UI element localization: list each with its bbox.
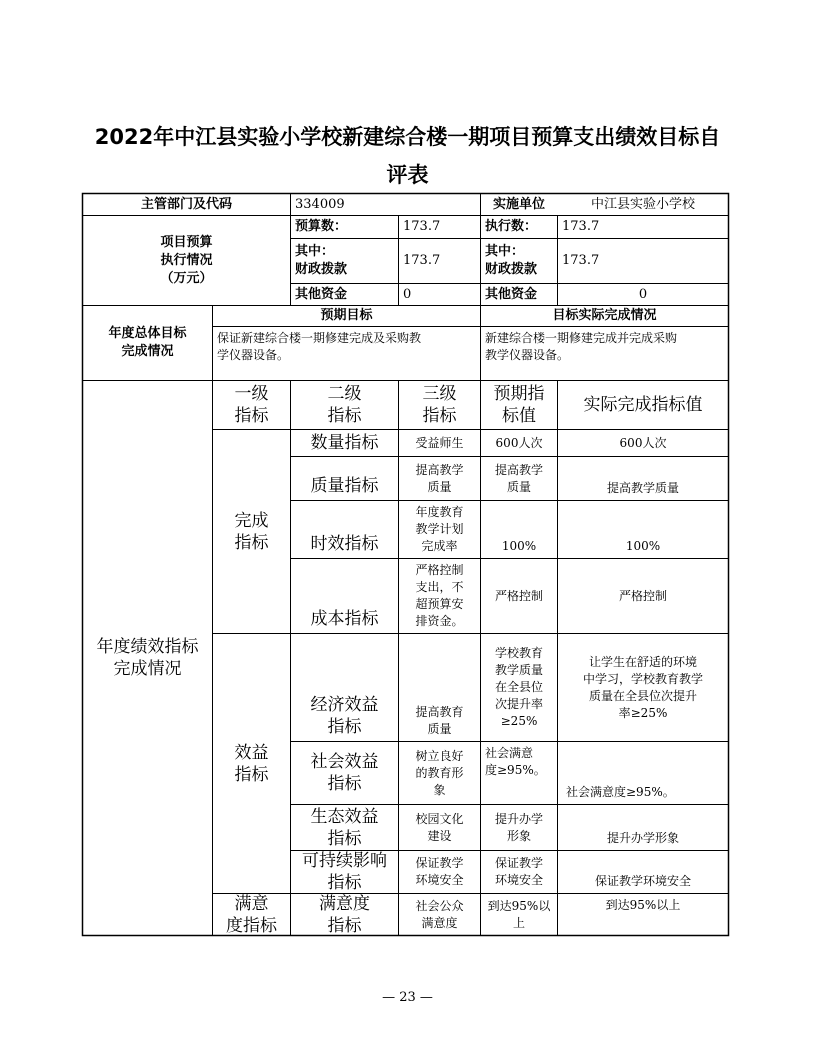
row-0-lvl3: 受益师生 (415, 435, 464, 450)
expected-goal-text: 保证新建综合楼一期修建完成及采购教 学仪器设备。 (217, 331, 422, 362)
document-title-line2: 评表 (386, 163, 429, 187)
expected-goal-label: 预期目标 (320, 308, 373, 323)
row-1-lvl2: 质量指标 (310, 476, 379, 496)
header-lvl1: 一级 指标 (234, 384, 269, 426)
row-7-lvl3: 保证教学 环境安全 (415, 856, 464, 887)
row-3-lvl3: 严格控制 支出，不 超预算安 排资金。 (415, 563, 464, 628)
group-satisfaction: 满意 度指标 (226, 894, 277, 935)
header-lvl2: 二级 指标 (327, 384, 362, 426)
row-4-lvl3: 提高教育 质量 (415, 705, 464, 736)
impl-unit: 中江县实验小学校 (590, 196, 695, 212)
row-4-actual: 让学生在舒适的环境 中学习，学校教育教学 质量在全县位次提升 率≥25% (582, 654, 703, 720)
row-6-expected: 提升办学 形象 (494, 811, 543, 843)
header-expected: 预期指 标值 (493, 384, 545, 426)
row-2-expected: 100% (501, 539, 537, 553)
impl-label: 实施单位 (492, 196, 545, 212)
dept-label: 主管部门及代码 (140, 196, 232, 212)
row-8-expected: 到达95%以 上 (487, 898, 551, 930)
page-number: — 23 — (382, 990, 433, 1005)
row-8-lvl3: 社会公众 满意度 (415, 898, 464, 930)
row-0-lvl2: 数量指标 (310, 433, 379, 453)
row-5-actual: 社会满意度≥95%。 (566, 785, 675, 799)
row-4-lvl2: 经济效益 指标 (310, 695, 379, 737)
row-3-actual: 严格控制 (618, 588, 667, 603)
row-5-lvl2: 社会效益 指标 (310, 752, 379, 794)
budget-label: 项目预算 执行情况 （万元） (160, 234, 213, 286)
perf-label: 年度绩效指标 完成情况 (96, 637, 199, 679)
overall-label: 年度总体目标 完成情况 (108, 326, 187, 359)
row-1-lvl3: 提高教学 质量 (415, 462, 464, 494)
fiscal-label-right: 其中： 财政拨款 (485, 244, 538, 277)
row-4-expected: 学校教育 教学质量 在全县位 次提升率 ≥25% (494, 646, 543, 728)
header-actual: 实际完成指标值 (583, 395, 703, 415)
row-1-actual: 提高教学质量 (606, 481, 679, 495)
row-0-expected: 600人次 (495, 435, 543, 450)
row-0-actual: 600人次 (619, 435, 667, 450)
actual-goal-text: 新建综合楼一期修建完成并完成采购 教学仪器设备。 (485, 331, 678, 362)
fiscal-right: 173.7 (562, 253, 600, 268)
row-3-expected: 严格控制 (494, 588, 543, 603)
group-completion: 完成 指标 (234, 510, 269, 553)
exec-num: 173.7 (562, 219, 600, 234)
row-1-expected: 提高教学 质量 (494, 462, 543, 494)
row-7-lvl2: 可持续影响 指标 (302, 851, 387, 893)
budget-num: 173.7 (403, 219, 441, 234)
row-2-lvl2: 时效指标 (310, 534, 379, 554)
row-6-lvl2: 生态效益 指标 (310, 806, 379, 849)
row-5-expected: 社会满意 度≥95%。 (485, 746, 546, 777)
row-8-lvl2: 满意度 指标 (319, 894, 370, 935)
fiscal-label-left: 其中： 财政拨款 (295, 244, 348, 277)
exec-num-label: 执行数： (485, 219, 538, 234)
fiscal-left: 173.7 (403, 253, 441, 268)
row-7-expected: 保证教学 环境安全 (494, 856, 543, 887)
budget-num-label: 预算数： (295, 219, 348, 234)
actual-goal-label: 目标实际完成情况 (552, 308, 657, 323)
row-6-lvl3: 校园文化 建设 (415, 811, 464, 843)
other-right: 0 (638, 286, 648, 302)
other-left: 0 (403, 286, 412, 302)
other-label-right: 其他资金 (485, 286, 538, 302)
row-2-actual: 100% (625, 539, 661, 553)
row-8-actual: 到达95%以上 (605, 898, 681, 912)
document-title-line1: 2022年中江县实验小学校新建综合楼一期项目预算支出绩效目标自 (94, 125, 721, 149)
dept-code: 334009 (295, 196, 345, 212)
header-lvl3: 三级 指标 (422, 384, 457, 426)
group-benefit: 效益 指标 (234, 742, 269, 785)
row-3-lvl2: 成本指标 (310, 609, 379, 629)
row-5-lvl3: 树立良好 的教育形 象 (415, 748, 464, 797)
row-2-lvl3: 年度教育 教学计划 完成率 (415, 505, 464, 553)
row-7-actual: 保证教学环境安全 (594, 874, 691, 888)
row-6-actual: 提升办学形象 (606, 831, 679, 845)
other-label-left: 其他资金 (295, 286, 348, 302)
